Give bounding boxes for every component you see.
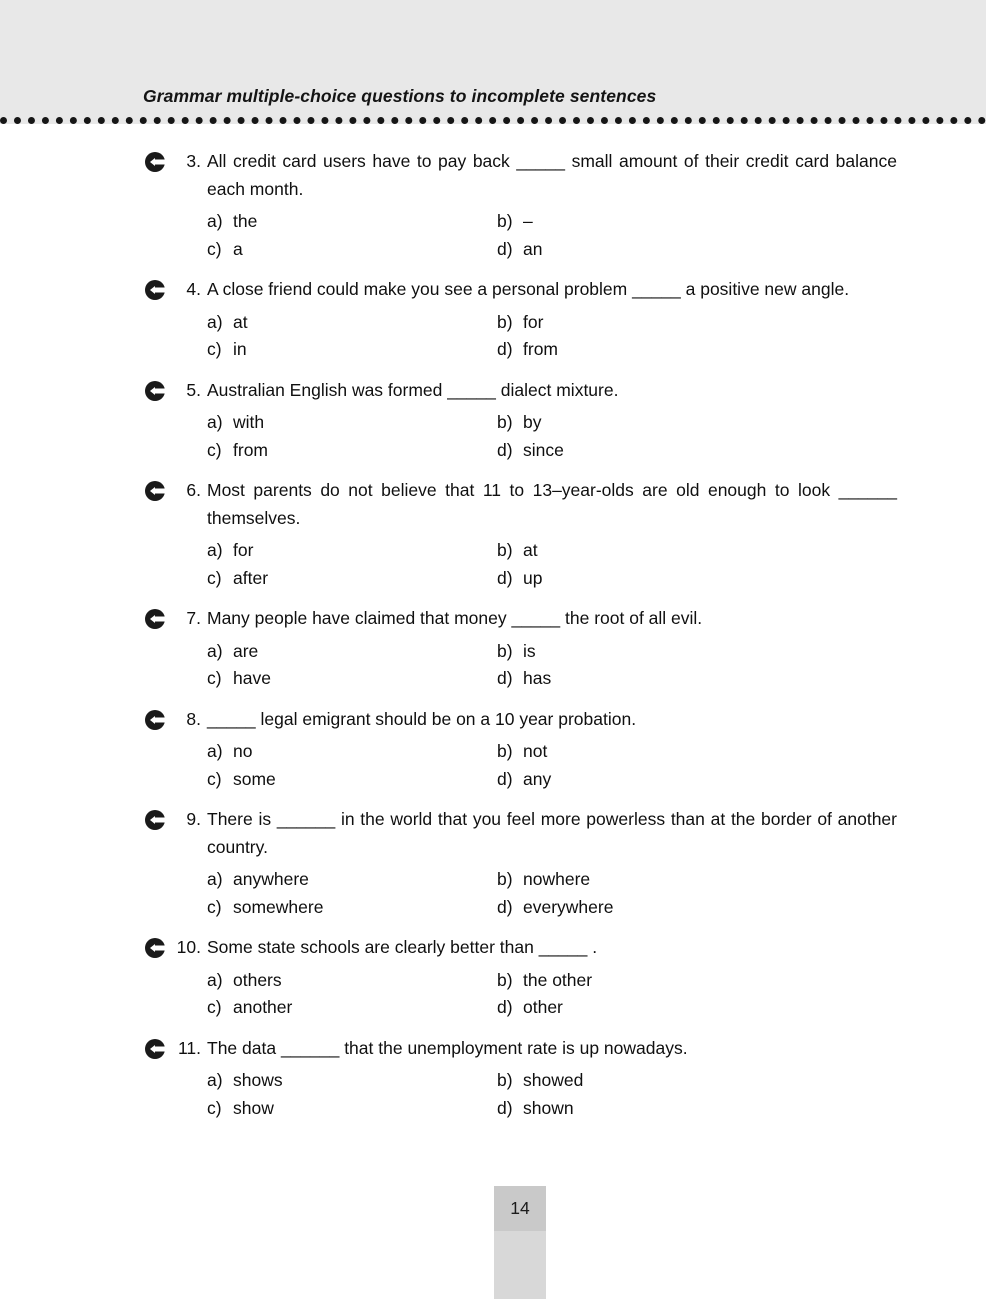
option-text: another (233, 997, 293, 1017)
question-options (207, 208, 897, 263)
page-number-label: 14 (510, 1198, 530, 1218)
bullet-arrow-icon (145, 1039, 165, 1059)
question-options (207, 967, 897, 1022)
option-text: a (233, 238, 243, 259)
question-text: There is ______ in the world that you feel more powerless than at the border of another country. (207, 809, 897, 857)
option-c (207, 1095, 497, 1123)
option-label: c) (207, 668, 222, 688)
bullet-arrow-icon (145, 381, 165, 401)
option-d (497, 766, 897, 794)
option-b (497, 866, 897, 894)
option-d (497, 437, 897, 465)
option-b (497, 638, 897, 666)
question (145, 377, 897, 465)
question-text: Many people have claimed that money _____ the root of all evil. (207, 608, 703, 628)
question-number: 7. (186, 608, 201, 628)
question-options (207, 409, 897, 464)
option-label: b) (497, 412, 513, 432)
option-text: anywhere (233, 869, 309, 889)
option-c (207, 665, 497, 693)
bullet-arrow-icon (145, 481, 165, 501)
option-c (207, 336, 497, 364)
option-text: nowhere (523, 869, 591, 889)
option-a (207, 738, 497, 766)
question-body (207, 806, 897, 921)
question-options (207, 866, 897, 921)
option-text: for (523, 311, 544, 332)
option-text: from (233, 439, 268, 460)
option-label: d) (497, 238, 513, 259)
question-options (207, 537, 897, 592)
option-a (207, 638, 497, 666)
question (145, 706, 897, 794)
option-a (207, 309, 497, 337)
option-b (497, 309, 897, 337)
option-d (497, 665, 897, 693)
option-text: others (233, 969, 282, 990)
option-text: is (523, 640, 536, 661)
question-number: 4. (186, 279, 201, 299)
questions-list (0, 124, 986, 1122)
question-body (207, 148, 897, 263)
option-label: c) (207, 997, 222, 1017)
option-label: a) (207, 412, 223, 432)
question-text: The data ______ that the unemployment rate is up nowadays. (207, 1037, 688, 1058)
option-label: c) (207, 439, 222, 460)
question-number: 3. (186, 151, 201, 171)
question (145, 148, 897, 263)
option-label: d) (497, 567, 513, 588)
question-body (207, 706, 897, 794)
page-number (494, 1186, 546, 1231)
question-number: 10. (176, 937, 201, 957)
option-c (207, 766, 497, 794)
option-label: b) (497, 540, 513, 560)
option-label: d) (497, 997, 513, 1017)
question-text: _____ legal emigrant should be on a 10 year probation. (207, 708, 637, 729)
option-b (497, 208, 897, 236)
option-label: a) (207, 640, 223, 661)
option-a (207, 1067, 497, 1095)
option-text: some (233, 768, 276, 789)
option-text: any (523, 768, 552, 789)
option-label: b) (497, 1070, 513, 1090)
option-label: a) (207, 741, 223, 761)
option-label: d) (497, 768, 513, 789)
bullet-arrow-icon (145, 609, 165, 629)
option-c (207, 994, 497, 1022)
question-options (207, 309, 897, 364)
question-number: 6. (186, 480, 201, 500)
option-a (207, 208, 497, 236)
option-text: in (233, 339, 247, 359)
question (145, 605, 897, 693)
option-label: a) (207, 969, 223, 990)
option-label: a) (207, 540, 223, 560)
option-label: b) (497, 741, 513, 761)
option-text: not (523, 741, 548, 761)
option-text: have (233, 668, 271, 688)
option-label: b) (497, 969, 513, 990)
question (145, 806, 897, 921)
option-b (497, 738, 897, 766)
page-number-strip (494, 1231, 546, 1299)
option-label: c) (207, 238, 222, 259)
question-options (207, 738, 897, 793)
option-label: c) (207, 896, 222, 917)
bullet-arrow-icon (145, 938, 165, 958)
option-label: b) (497, 311, 513, 332)
question (145, 934, 897, 1022)
option-text: at (233, 311, 248, 332)
option-a (207, 409, 497, 437)
option-b (497, 967, 897, 995)
question (145, 1035, 897, 1123)
option-text: the other (523, 969, 593, 990)
bullet-arrow-icon (145, 810, 165, 830)
option-label: c) (207, 339, 222, 359)
option-label: a) (207, 311, 223, 332)
bullet-arrow-icon (145, 152, 165, 172)
question-number: 9. (186, 809, 201, 829)
question-text: Some state schools are clearly better than _____ . (207, 937, 598, 957)
question-number: 5. (186, 379, 201, 400)
option-text: for (233, 540, 254, 560)
option-a (207, 866, 497, 894)
option-label: a) (207, 1070, 223, 1090)
option-text: other (523, 997, 563, 1017)
option-d (497, 894, 897, 922)
question-body (207, 605, 897, 693)
question (145, 477, 897, 592)
question-number: 8. (186, 708, 201, 729)
question (145, 276, 897, 364)
option-label: c) (207, 768, 222, 789)
question-body (207, 377, 897, 465)
option-text: by (523, 412, 542, 432)
option-text: showed (523, 1070, 584, 1090)
option-text: from (523, 339, 558, 359)
question-body (207, 477, 897, 592)
option-c (207, 437, 497, 465)
dotted-divider (0, 117, 986, 124)
option-text: everywhere (523, 896, 614, 917)
option-c (207, 894, 497, 922)
option-c (207, 236, 497, 264)
option-label: c) (207, 1097, 222, 1118)
question-text: All credit card users have to pay back _____ small amount of their credit card balance each month. (207, 151, 897, 199)
option-label: b) (497, 869, 513, 889)
option-text: the (233, 211, 258, 231)
question-number: 11. (177, 1037, 201, 1058)
option-text: shown (523, 1097, 574, 1118)
question-text: A close friend could make you see a personal problem _____ a positive new angle. (207, 279, 850, 299)
question-body (207, 276, 897, 364)
option-a (207, 537, 497, 565)
option-label: b) (497, 211, 513, 231)
option-text: an (523, 238, 543, 259)
page-title: Grammar multiple-choice questions to incomplete sentences (143, 86, 657, 106)
option-label: d) (497, 668, 513, 688)
option-label: a) (207, 211, 223, 231)
question-options (207, 638, 897, 693)
page-header (0, 0, 986, 124)
option-text: at (523, 540, 538, 560)
option-label: d) (497, 1097, 513, 1118)
option-label: d) (497, 339, 513, 359)
option-text: after (233, 567, 269, 588)
option-b (497, 537, 897, 565)
option-text: shows (233, 1070, 283, 1090)
option-d (497, 236, 897, 264)
question-body (207, 1035, 897, 1123)
bullet-arrow-icon (145, 710, 165, 730)
option-label: c) (207, 567, 222, 588)
option-b (497, 409, 897, 437)
option-d (497, 336, 897, 364)
question-options (207, 1067, 897, 1122)
option-text: show (233, 1097, 274, 1118)
option-text: somewhere (233, 896, 324, 917)
option-label: b) (497, 640, 513, 661)
bullet-arrow-icon (145, 280, 165, 300)
option-d (497, 1095, 897, 1123)
question-text: Australian English was formed _____ dialect mixture. (207, 379, 619, 400)
option-text: has (523, 668, 552, 688)
question-text: Most parents do not believe that 11 to 13–year-olds are old enough to look ______ themselves. (207, 480, 897, 528)
option-text: no (233, 741, 253, 761)
option-text: – (523, 211, 533, 231)
option-a (207, 967, 497, 995)
option-d (497, 565, 897, 593)
option-b (497, 1067, 897, 1095)
option-d (497, 994, 897, 1022)
option-c (207, 565, 497, 593)
question-body (207, 934, 897, 1022)
option-text: are (233, 640, 259, 661)
option-label: a) (207, 869, 223, 889)
option-label: d) (497, 896, 513, 917)
option-text: up (523, 567, 543, 588)
option-label: d) (497, 439, 513, 460)
option-text: since (523, 439, 564, 460)
option-text: with (233, 412, 265, 432)
